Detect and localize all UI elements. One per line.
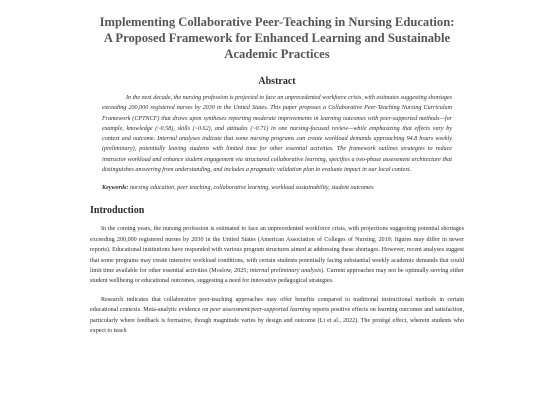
keywords-label: Keywords: [102, 185, 129, 192]
introduction-heading: Introduction [90, 205, 145, 217]
intro-p2-text-a: Research indicates that collaborative peer-teaching approaches may offer benefits compared to traditional instructional methods in certain educational contexts. Meta-analytic evidence on [90, 296, 464, 314]
intro-p2-italic: peer assessment/peer-supported learning [209, 307, 311, 314]
abstract-heading: Abstract [258, 76, 296, 87]
intro-p1-italic: internal preliminary analysis [249, 268, 322, 274]
paper-title: Implementing Collaborative Peer-Teaching in Nursing Education: A Proposed Framework for Enhanced Learning and Sustainable Academic Practices [99, 15, 455, 61]
intro-p1-text-b: ). Current approaches may not be optimally serving either student wellbeing or educational outcomes, suggesting a need for innovative pedagogical strategies. [90, 268, 464, 285]
intro-paragraph-1 [90, 224, 464, 286]
abstract-text: In the next decade, the nursing profession is projected to face an unprecedented workforce crisis, with estimates suggesting shortages exceeding 200,000 registered nurses by 2030 in the United States. This paper proposes a Collaborative Peer-Teaching Nursing Curriculum Framework (CPTNCF) that draws upon syntheses reporting moderate improvements in learning outcomes with peer-supported methods—for example, knowledge (~0.58), skills (~0.62), and attitudes (~0.71) in one nursing-focused review—while emphasizing that effects vary by context and outcome. Internal analyses indicate that some nursing programs can create workload demands approaching 94.8 hours weekly (preliminary), potentially leaving students with limited time for other essential activities. The framework outlines strategies to reduce instructor workload and enhance student engagement via structured collaborative learning, specifies a two-phase assessment architecture that distinguishes answering from understanding, and includes a pragmatic validation plan to evaluate impact in our local context. [102, 95, 452, 174]
intro-p1-text-a: In the coming years, the nursing profession is estimated to face an unprecedented workforce crisis, with projections suggesting potential shortages exceeding 200,000 registered nurses by 2030 in the United States (American Association of Colleges of Nursing, 2019; figures may differ in newer reports). Educational institutions have responded with various program structures aimed at addressing these shortages. However, recent analyses suggest that some programs may create intensive workload conditions, with certain students potentially facing substantial weekly academic demands that could limit time available for other essential activities (Moslow, 2025; [90, 226, 464, 274]
intro-paragraph-2 [90, 295, 464, 337]
keywords-line [90, 184, 464, 193]
intro-p2-text-b: reports positive effects on learning outcomes and satisfaction, particularly where feedback is formative, though magnitude varies by design and outcome (Li et al., 2022). The protégé effect, wherein students who expect to teach [90, 307, 464, 335]
keywords-text: nursing education, peer teaching, collaborative learning, workload sustainability, student outcomes [129, 185, 374, 192]
